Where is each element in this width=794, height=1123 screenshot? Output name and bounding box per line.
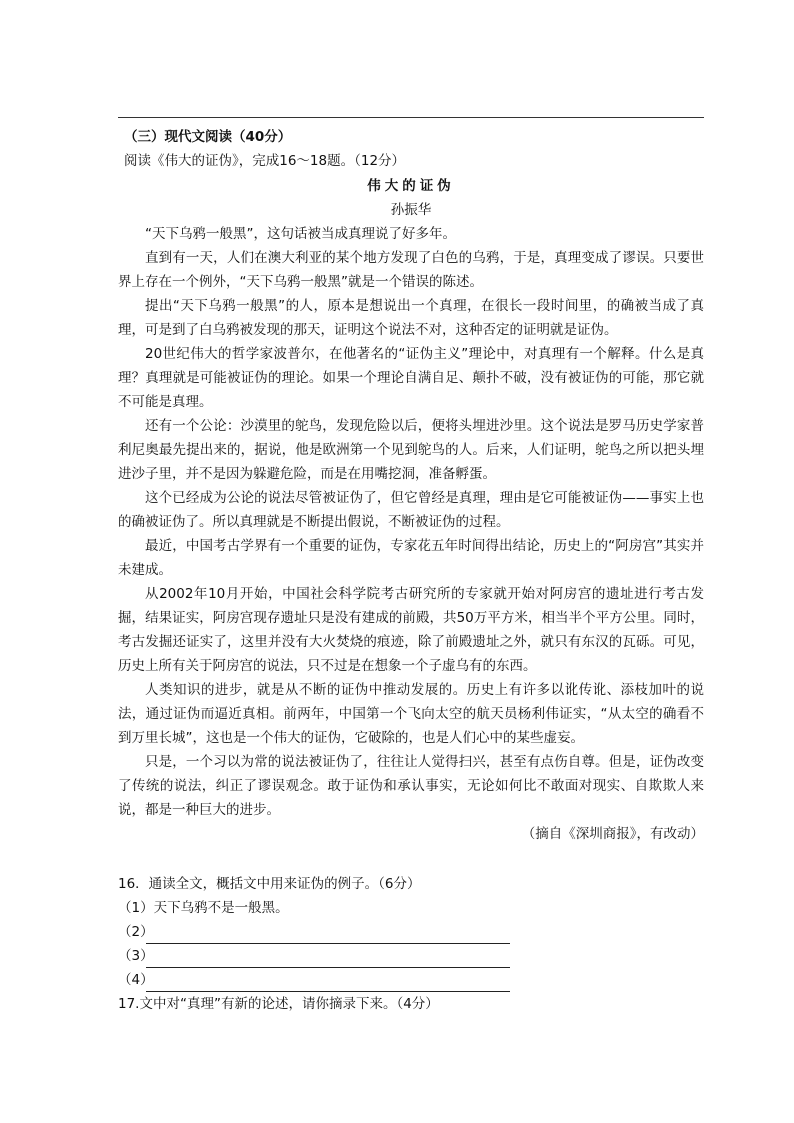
answer-blank[interactable]: [146, 974, 510, 992]
question-16-answer-row-3: [118, 944, 704, 968]
article-paragraph: 提出“天下乌鸦一般黑”的人，原本是想说出一个真理，在很长一段时间里，的确被当成了真理，可是到了白乌鸦被发现的那天，证明这个说法不对，这种否定的证明就是证伪。: [118, 298, 704, 338]
question-16: 16．通读全文，概括文中用来证伪的例子。（6分）: [118, 876, 421, 892]
article-paragraph: “天下乌鸦一般黑”，这句话被当成真理说了好多年。: [145, 226, 456, 242]
header-divider: [118, 117, 704, 118]
article-paragraph: 从2002年10月开始，中国社会科学院考古研究所的专家就开始对阿房宫的遗址进行考古发掘，结果证实，阿房宫现存遗址只是没有建成的前殿，共50万平方米，相当半个平方公里。同时，考古发掘还证实了，这里并没有大火焚烧的痕迹，除了前殿遗址之外，就只有东汉的瓦砾。可见，历史上所有关于阿房宫的说法，只不过是在想象一个子虚乌有的东西。: [118, 586, 704, 674]
article-author: 孙振华: [390, 202, 432, 218]
answer-number: （2）: [118, 924, 154, 940]
article-paragraph: 这个已经成为公论的说法尽管被证伪了，但它曾经是真理，理由是它可能被证伪——事实上也的确被证伪了。所以真理就是不断提出假说，不断被证伪的过程。: [118, 490, 704, 530]
answer-blank[interactable]: [146, 950, 510, 968]
question-16-answer-1: （1）天下乌鸦不是一般黑。: [118, 900, 289, 916]
article-source: （摘自《深圳商报》，有改动）: [521, 826, 704, 842]
article-paragraph: 还有一个公论：沙漠里的鸵鸟，发现危险以后，便将头埋进沙里。这个说法是罗马历史学家普利尼奥最先提出来的，据说，他是欧洲第一个见到鸵鸟的人。后来，人们证明，鸵鸟之所以把头埋进沙子里，并不是因为躲避危险，而是在用嘴挖洞，准备孵蛋。: [118, 418, 704, 482]
section-instruction: 阅读《伟大的证伪》，完成16～18题。（12分）: [124, 153, 406, 169]
article-title: 伟大的证伪: [367, 178, 455, 194]
question-16-answer-row-4: [118, 968, 704, 992]
article-paragraph: 直到有一天，人们在澳大利亚的某个地方发现了白色的乌鸦，于是，真理变成了谬误。只要世界上存在一个例外，“天下乌鸦一般黑”就是一个错误的陈述。: [118, 250, 704, 290]
question-17: 17.文中对“真理”有新的论述，请你摘录下来。（4分）: [118, 996, 439, 1012]
question-16-answer-row-2: [118, 920, 704, 944]
answer-blank[interactable]: [146, 926, 510, 944]
article-paragraph: 最近，中国考古学界有一个重要的证伪，专家花五年时间得出结论，历史上的“阿房宫”其实并未建成。: [118, 538, 704, 578]
questions-section: [118, 872, 704, 1016]
article-paragraph: 人类知识的进步，就是从不断的证伪中推动发展的。历史上有许多以讹传讹、添枝加叶的说法，通过证伪而逼近真相。前两年，中国第一个飞向太空的航天员杨利伟证实，“从太空的确看不到万里长城”，这也是一个伟大的证伪，它破除的，也是人们心中的某些虚妄。: [118, 682, 704, 746]
answer-number: （3）: [118, 948, 154, 964]
article-paragraph: 只是，一个习以为常的说法被证伪了，往往让人觉得扫兴，甚至有点伤自尊。但是，证伪改变了传统的说法，纠正了谬误观念。敢于证伪和承认事实，无论如何比不敢面对现实、自欺欺人来说，都是一种巨大的进步。: [118, 754, 704, 818]
article-paragraph: 20世纪伟大的哲学家波普尔，在他著名的“证伪主义”理论中，对真理有一个解释。什么是真理？真理就是可能被证伪的理论。如果一个理论自满自足、颠扑不破，没有被证伪的可能，那它就不可能是真理。: [118, 346, 704, 410]
answer-number: （4）: [118, 972, 154, 988]
section-heading: （三）现代文阅读（40分）: [124, 129, 292, 145]
reading-section: [118, 125, 704, 846]
